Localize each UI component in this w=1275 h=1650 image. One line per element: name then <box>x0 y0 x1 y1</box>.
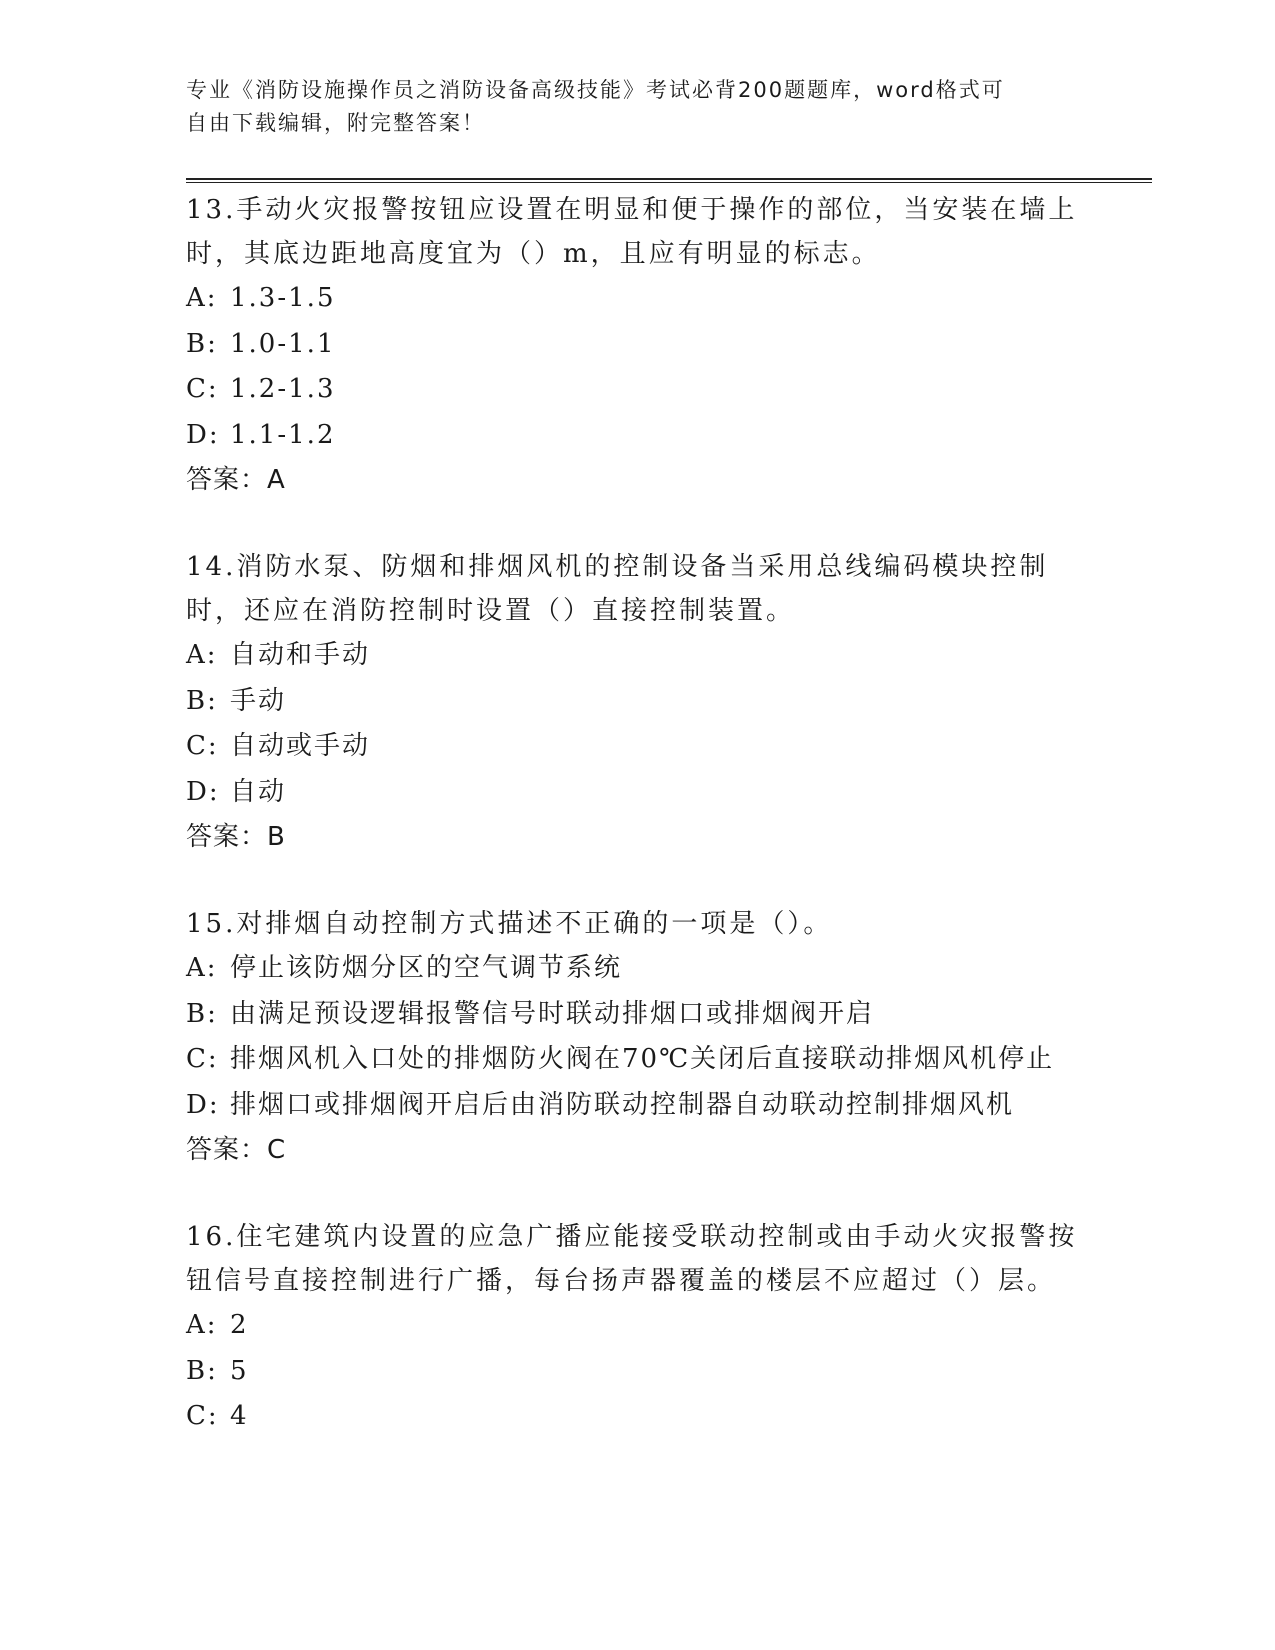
option-text: 1.0-1.1 <box>230 328 336 359</box>
option-text: 排烟风机入口处的排烟防火阀在70℃关闭后直接联动排烟风机停止 <box>230 1044 1055 1074</box>
option-key: C: <box>186 731 219 761</box>
question-16 <box>186 1215 1106 1440</box>
question-text: 15.对排烟自动控制方式描述不正确的一项是（）。 <box>186 909 833 939</box>
header-line-1: 专业《消防设施操作员之消防设备高级技能》考试必背200题题库，word格式可 <box>186 78 1005 102</box>
option-key: A: <box>186 283 218 313</box>
option-text: 1.2-1.3 <box>230 374 336 404</box>
option-key: B: <box>186 1355 218 1386</box>
question-text: 16.住宅建筑内设置的应急广播应能接受联动控制或由手动火灾报警按钮信号直接控制进行广播，每台扬声器覆盖的楼层不应超过（）层。 <box>186 1222 1078 1296</box>
option-text: 排烟口或排烟阀开启后由消防联动控制器自动联动控制排烟风机 <box>230 1089 1015 1120</box>
option-d <box>186 413 1106 459</box>
answer-line <box>186 815 1106 860</box>
option-key: C: <box>186 1044 219 1074</box>
option-c <box>186 1394 1106 1440</box>
option-text: 手动 <box>230 685 287 716</box>
option-a <box>186 276 1106 322</box>
answer-value: A <box>267 465 286 495</box>
option-a <box>186 946 1106 992</box>
option-key: C: <box>186 1401 219 1431</box>
option-text: 1.3-1.5 <box>230 283 336 313</box>
option-text: 2 <box>230 1310 249 1340</box>
option-key: A: <box>186 640 218 670</box>
option-d <box>186 770 1106 816</box>
option-key: B: <box>186 998 218 1029</box>
option-text: 1.1-1.2 <box>230 419 336 450</box>
option-text: 停止该防烟分区的空气调节系统 <box>230 953 623 983</box>
option-key: B: <box>186 328 218 359</box>
option-text: 4 <box>230 1401 249 1431</box>
header-divider <box>186 178 1152 183</box>
option-a <box>186 1303 1106 1349</box>
option-c <box>186 367 1106 413</box>
answer-line <box>186 1128 1106 1173</box>
option-b <box>186 1349 1106 1395</box>
option-text: 自动和手动 <box>230 640 371 670</box>
option-key: D: <box>186 1089 220 1120</box>
question-13 <box>186 188 1106 503</box>
answer-value: C <box>267 1135 287 1165</box>
option-b <box>186 322 1106 368</box>
answer-line <box>186 458 1106 503</box>
question-text: 13.手动火灾报警按钮应设置在明显和便于操作的部位，当安装在墙上时，其底边距地高度宜为（）m，且应有明显的标志。 <box>186 195 1078 269</box>
option-key: C: <box>186 374 219 404</box>
option-c <box>186 724 1106 770</box>
option-b <box>186 679 1106 725</box>
answer-value: B <box>267 822 286 852</box>
option-d <box>186 1083 1106 1129</box>
question-14 <box>186 545 1106 860</box>
option-text: 自动或手动 <box>230 731 371 761</box>
option-a <box>186 633 1106 679</box>
question-list <box>186 188 1106 1482</box>
answer-label: 答案： <box>186 822 268 852</box>
answer-label: 答案： <box>186 465 268 495</box>
question-text: 14.消防水泵、防烟和排烟风机的控制设备当采用总线编码模块控制时，还应在消防控制时设置（）直接控制装置。 <box>186 552 1049 626</box>
option-key: A: <box>186 953 218 983</box>
document-header <box>186 74 1066 140</box>
option-key: D: <box>186 776 220 807</box>
header-line-2: 自由下载编辑，附完整答案！ <box>186 111 485 135</box>
option-b <box>186 992 1106 1038</box>
option-key: D: <box>186 419 220 450</box>
option-text: 由满足预设逻辑报警信号时联动排烟口或排烟阀开启 <box>230 998 875 1029</box>
option-c <box>186 1037 1106 1083</box>
option-text: 5 <box>230 1355 249 1386</box>
question-15 <box>186 902 1106 1173</box>
option-key: B: <box>186 685 218 716</box>
answer-label: 答案： <box>186 1135 268 1165</box>
option-text: 自动 <box>230 776 287 807</box>
option-key: A: <box>186 1310 218 1340</box>
